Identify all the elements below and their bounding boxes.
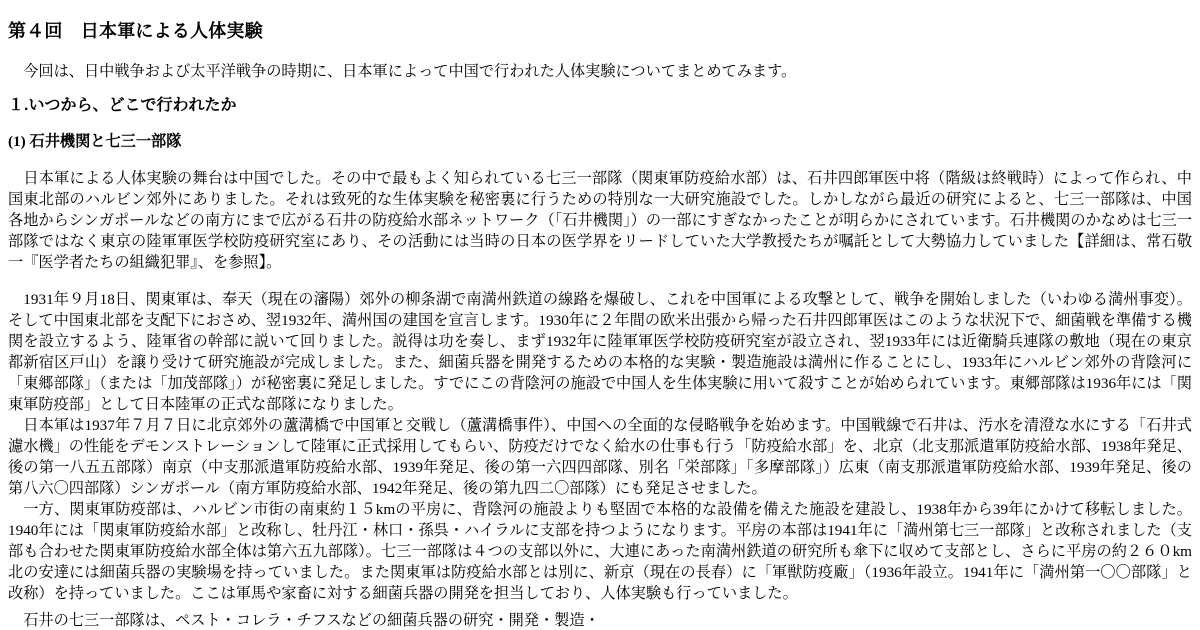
- body-paragraph: 石井の七三一部隊は、ペスト・コレラ・チフスなどの細菌兵器の研究・開発・製造・: [8, 612, 600, 629]
- section-heading: １.いつから、どこで行われたか: [8, 97, 237, 114]
- page-title: 第４回 日本軍による人体実験: [8, 21, 263, 41]
- body-paragraph: 1931年９月18日、関東軍は、奉天（現在の瀋陽）郊外の柳条湖で南満州鉄道の線路を爆破し、これを中国軍による攻撃として、戦争を開始しました（いわゆる満州事変）。そして中国東北部を支配下におさめ、翌1932年、満州国の建国を宣言します。1930年に２年間の欧米出張から帰った石井四郎軍医はこのような状況下で、細菌戦を準備する機関を設立するよう、陸軍省の幹部に説いて回りました。説得は功を奏し、まず1932年に陸軍軍医学校防疫研究室が設立され、翌1933年には近衛騎兵連隊の敷地（現在の東京都新宿区戸山）を譲り受けて研究施設が完成しました。また、細菌兵器を開発するための本格的な実験・製造施設は満州に作ることにし、1933年にハルビン郊外の背陰河に「東郷部隊」（または「加茂部隊」）が秘密裏に発足しました。すでにこの背陰河の施設で中国人を生体実験に用いて殺すことが始められています。東郷部隊は1936年には「関東軍防疫部」として日本陸軍の正式な部隊になりました。: [8, 291, 1192, 413]
- subsection-heading: (1) 石井機関と七三一部隊: [8, 133, 182, 150]
- intro-paragraph: 今回は、日中戦争および太平洋戦争の時期に、日本軍によって中国で行われた人体実験についてまとめてみます。: [8, 63, 797, 80]
- body-paragraph: 日本軍は1937年７月７日に北京郊外の蘆溝橋で中国軍と交戦し（蘆溝橋事件）、中国への全面的な侵略戦争を始めます。中国戦線で石井は、汚水を清澄な水にする「石井式濾水機」の性能をデモンストレーションして陸軍に正式採用してもらい、防疫だけでなく給水の仕事も行う「防疫給水部」を、北京（北支那派遣軍防疫給水部、1938年発足、後の第一八五五部隊）南京（中支那派遣軍防疫給水部、1939年発足、後の第一六四四部隊、別名「栄部隊」「多摩部隊」）広東（南支那派遣軍防疫給水部、1939年発足、後の第八六〇四部隊）シンガポール（南方軍防疫給水部、1942年発足、後の第九四二〇部隊）にも発足させました。: [8, 417, 1192, 497]
- body-paragraph: 一方、関東軍防疫部は、ハルビン市街の南東約１５kmの平房に、背陰河の施設よりも堅固で本格的な設備を備えた施設を建設し、1938年から39年にかけて移転しました。1940年には「関東軍防疫給水部」と改称し、牡丹江・林口・孫呉・ハイラルに支部を持つようになります。平房の本部は1941年に「満州第七三一部隊」と改称されました（支部も合わせた関東軍防疫給水部全体は第六五九部隊）。七三一部隊は４つの支部以外に、大連にあった南満州鉄道の研究所も傘下に収めて支部とし、さらに平房の約２６０km北の安達には細菌兵器の実験場を持っていました。また関東軍は防疫給水部とは別に、新京（現在の長春）に「軍獣防疫廠」（1936年設立。1941年に「満州第一〇〇部隊」と改称）を持っていました。ここは軍馬や家畜に対する細菌兵器の開発を担当しており、人体実験も行っていました。: [8, 501, 1192, 602]
- body-paragraph: 日本軍による人体実験の舞台は中国でした。その中で最もよく知られている七三一部隊（関東軍防疫給水部）は、石井四郎軍医中将（階級は終戦時）によって作られ、中国東北部のハルビン郊外にありました。それは致死的な生体実験を秘密裏に行うための特別な一大研究施設でした。しかしながら最近の研究によると、七三一部隊は、中国各地からシンガポールなどの南方にまで広がる石井の防疫給水部ネットワーク（「石井機関」）の一部にすぎなかったことが明らかにされています。石井機関のかなめは七三一部隊ではなく東京の陸軍軍医学校防疫研究室にあり、その活動には当時の日本の医学界をリードしていた大学教授たちが嘱託として大勢協力していました【詳細は、常石敬一『医学者たちの組織犯罪』、を参照】。: [8, 170, 1192, 271]
